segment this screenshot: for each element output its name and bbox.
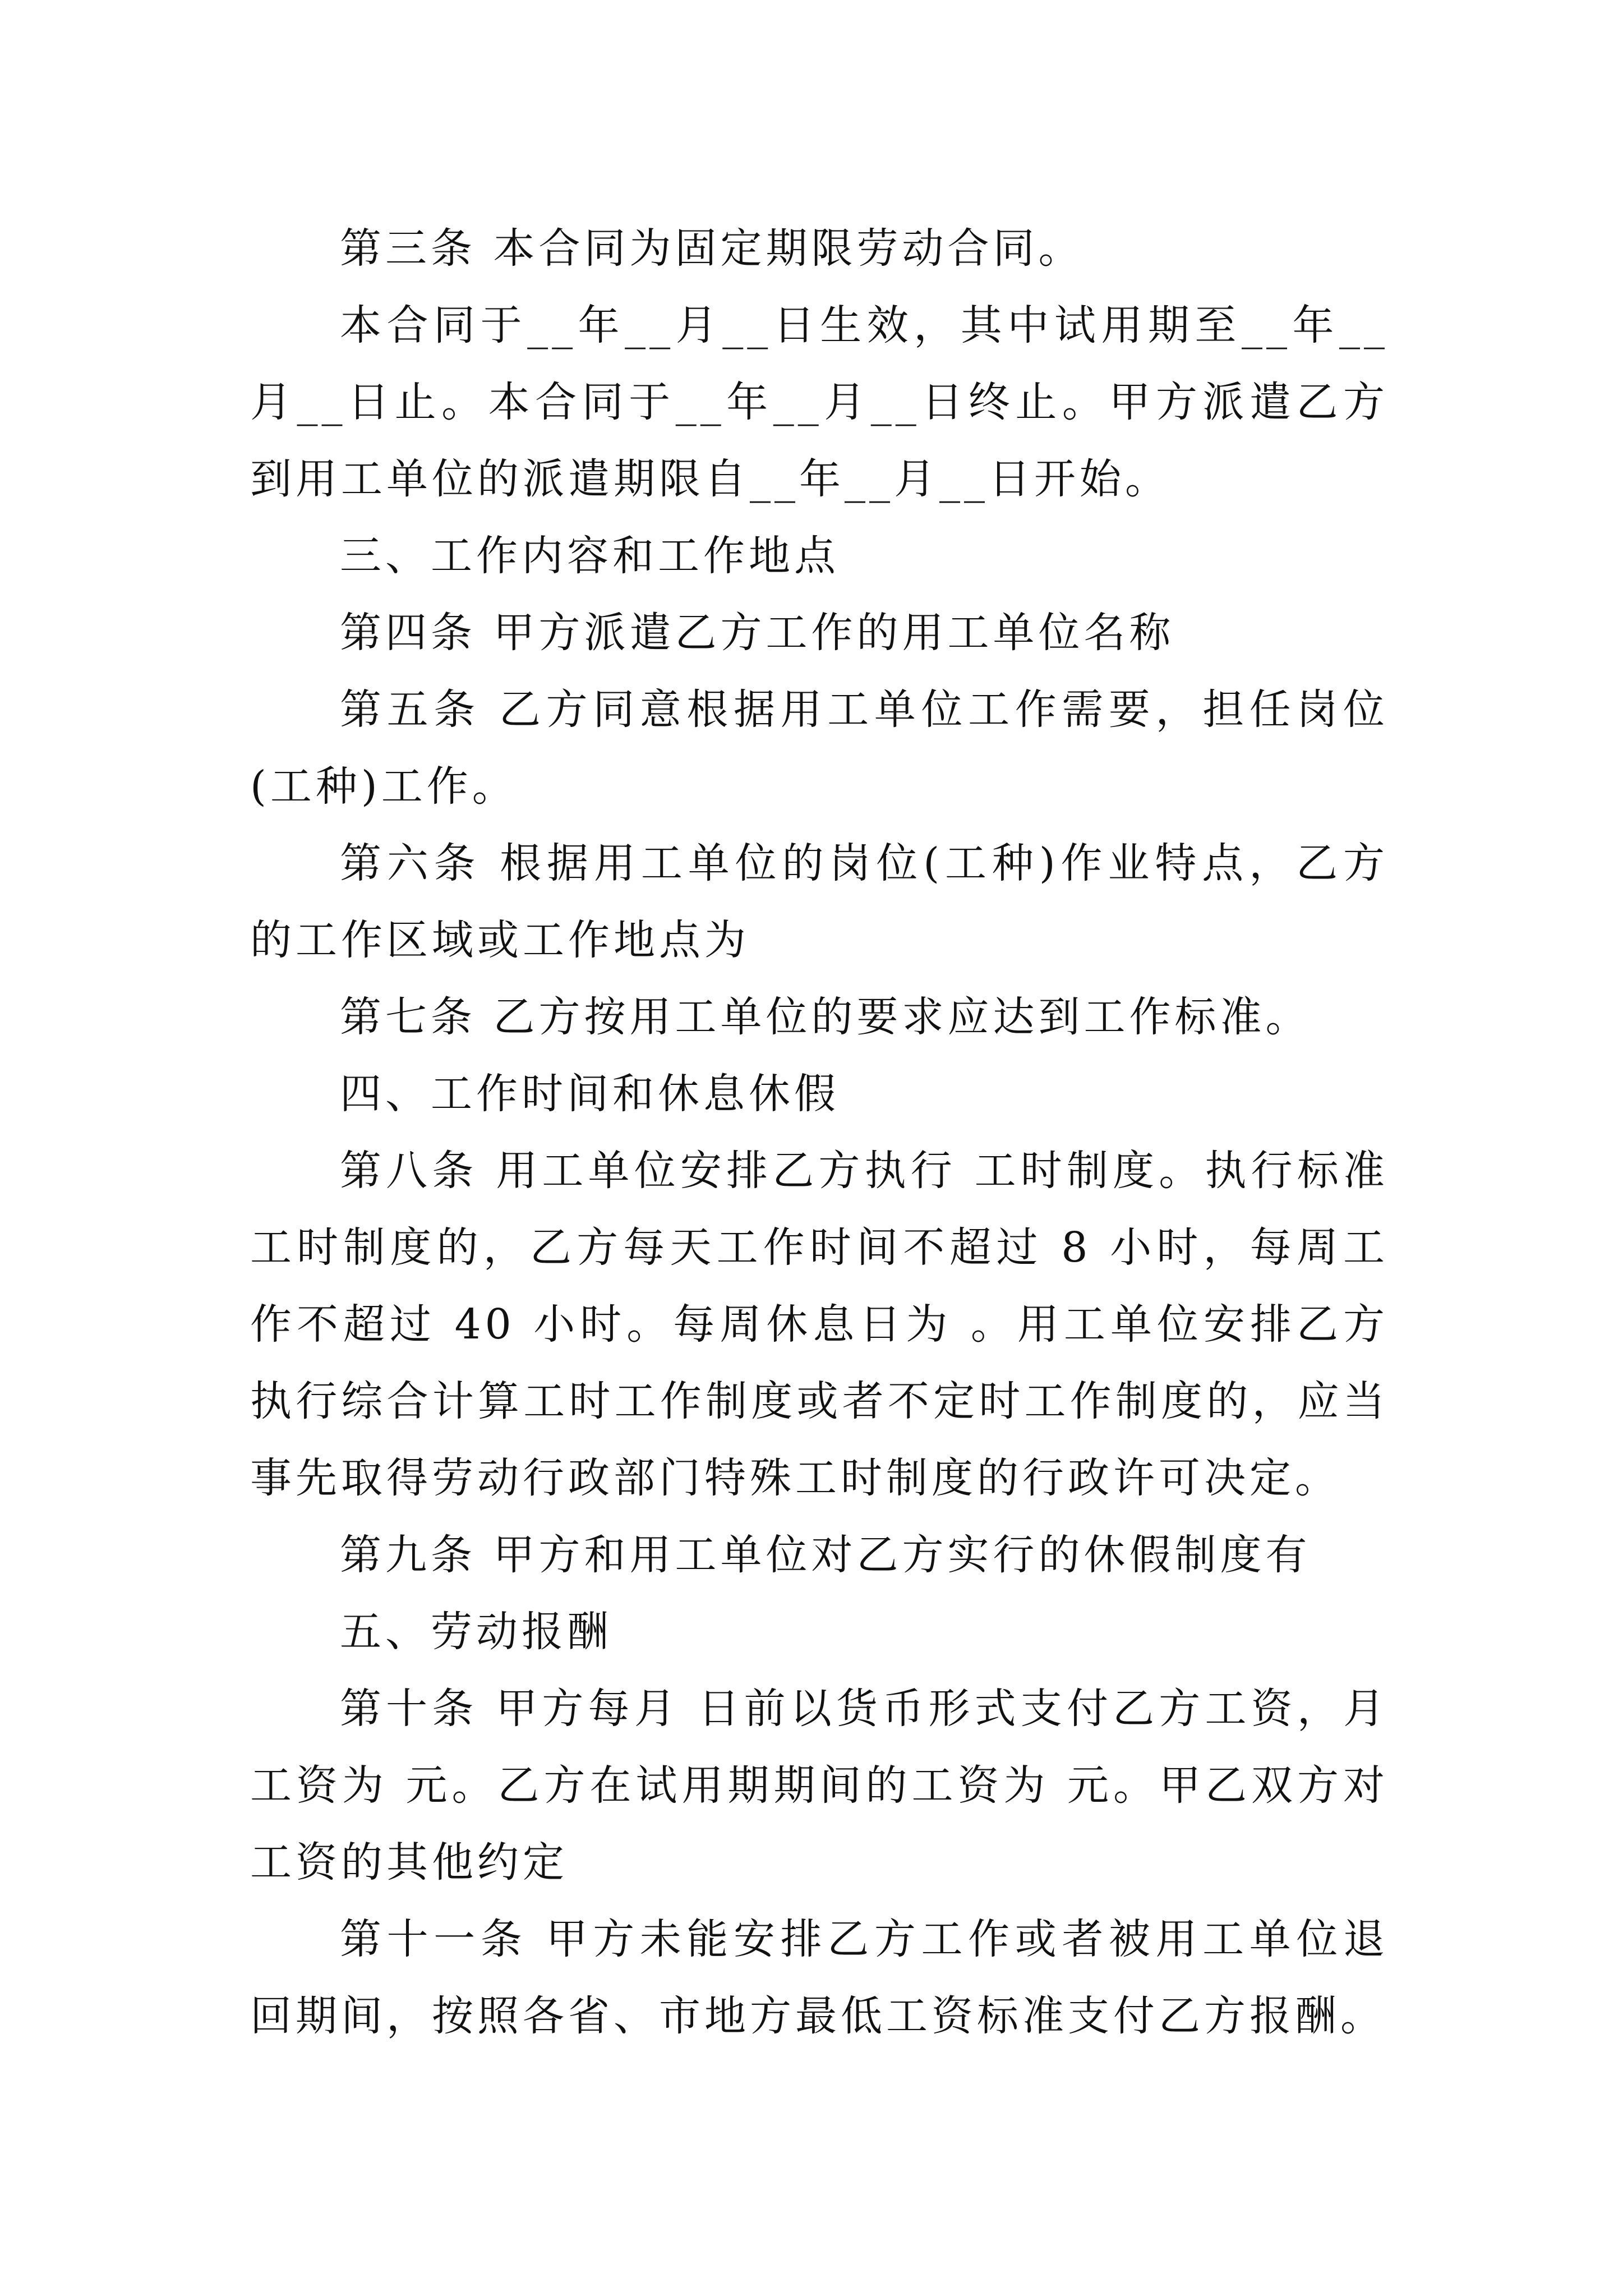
article-6: 第六条 根据用工单位的岗位(工种)作业特点，乙方的工作区域或工作地点为	[250, 839, 1389, 964]
article-4: 第四条 甲方派遣乙方工作的用工单位名称	[340, 609, 1175, 657]
section-4-heading: 四、工作时间和休息休假	[340, 1070, 840, 1118]
article-8: 第八条 用工单位安排乙方执行 工时制度。执行标准工时制度的，乙方每天工作时间不超过 8 小时，每周工作不超过 40 小时。每周休息日为 。用工单位安排乙方执行综合计算工时工作制度或者不定时工作制度的，应当事先取得劳动行政部门特殊工时制度的行政许可决定。	[250, 1147, 1389, 1502]
article-10: 第十条 甲方每月 日前以货币形式支付乙方工资，月工资为 元。乙方在试用期期间的工资为 元。甲乙双方对工资的其他约定	[250, 1685, 1389, 1887]
article-5: 第五条 乙方同意根据用工单位工作需要，担任岗位(工种)工作。	[250, 685, 1389, 811]
article-7: 第七条 乙方按用工单位的要求应达到工作标准。	[340, 993, 1311, 1041]
document-body	[250, 210, 1389, 2055]
section-3-heading: 三、工作内容和工作地点	[340, 532, 840, 580]
article-11: 第十一条 甲方未能安排乙方工作或者被用工单位退回期间，按照各省、市地方最低工资标准支付乙方报酬。	[250, 1915, 1389, 2040]
article-3: 第三条 本合同为固定期限劳动合同。	[340, 224, 1084, 273]
section-5-heading: 五、劳动报酬	[340, 1608, 612, 1656]
article-9: 第九条 甲方和用工单位对乙方实行的休假制度有	[340, 1531, 1311, 1579]
effective-dates-paragraph: 本合同于__年__月__日生效，其中试用期至__年__月__日止。本合同于__年__月__日终止。甲方派遣乙方到用工单位的派遣期限自__年__月__日开始。	[250, 301, 1389, 503]
